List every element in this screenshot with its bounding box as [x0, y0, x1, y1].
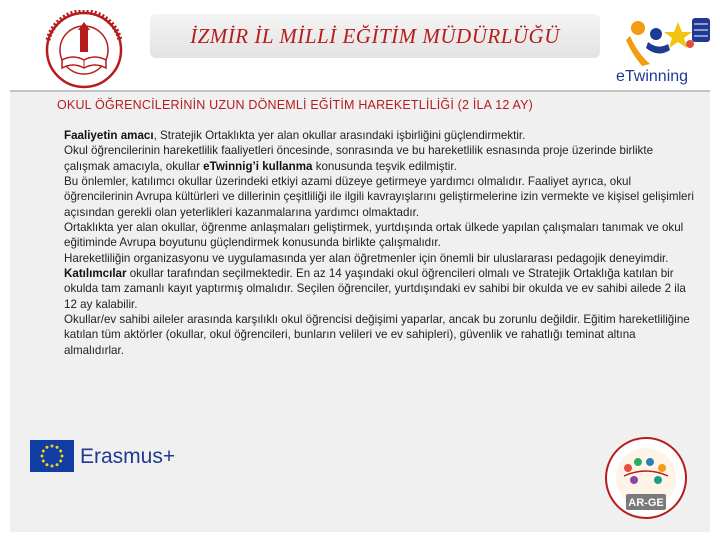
paragraph	[64, 266, 694, 312]
paragraph-text: Okul öğrencilerinin hareketlilik faaliyetleri öncesinde, sonrasında ve bu hareketlilik esnasında proje üzerinde birlikte çalışmak amacıyla, okullar	[64, 144, 654, 173]
bold-phrase: Faaliyetin amacı	[64, 129, 154, 142]
arge-label: AR-GE	[628, 497, 664, 509]
paragraph: Bu önlemler, katılımcı okullar üzerindeki etkiyi azami düzeye getirmeye yardımcı olmalıdır. Faaliyet ayrıca, okul öğrencilerinin Avrupa kültürleri ve dillerinin çeşitliliği ile ilgili kavrayışlarını geliştirmelerine izin vermekte ve kişisel gelişimleri açısından gerekli olan yeterlikleri kazanmalarına yardımcı olmaktadır.	[64, 175, 694, 219]
eu-flag-icon	[30, 440, 74, 472]
paragraph: Ortaklıkta yer alan okullar, öğrenme anlaşmaları geliştirmek, yurtdışında ortak ülkede yapılan çalışmaları tanımak ve okul eğitiminde Avrupa boyutunu güçlendirmek konusunda birlikte çalışmalıdır.	[64, 221, 684, 250]
page-title: İZMİR İL MİLLİ EĞİTİM MÜDÜRLÜĞÜ	[190, 24, 560, 48]
title-banner	[150, 14, 600, 58]
bold-phrase: eTwinnig’i kullanma	[203, 159, 313, 173]
section-subtitle: OKUL ÖĞRENCİLERİNİN UZUN DÖNEMLİ EĞİTİM HAREKETLİLİĞİ (2 İLA 12 AY)	[57, 98, 534, 112]
body-text	[64, 128, 694, 358]
paragraph-text: konusunda teşvik edilmiştir.	[312, 159, 457, 173]
paragraph	[64, 128, 694, 143]
erasmus-logo	[30, 440, 190, 476]
bold-phrase: Katılımcılar	[64, 267, 127, 281]
erasmus-wordmark: Erasmus+	[80, 445, 176, 468]
arge-logo	[598, 436, 694, 526]
etwinning-logo	[612, 14, 712, 88]
paragraph-text: , Stratejik Ortaklıkta yer alan okullar arasındaki işbirliğini güçlendirmektir.	[153, 129, 526, 142]
izmir-mem-seal-logo	[28, 10, 140, 90]
paragraph-text: okullar tarafından seçilmektedir. En az 14 yaşındaki okul öğrencileri olmalı ve Stratejik Ortaklığa katılan bir okulda tam zamanlı kayıt yaptırmış olmalıdır. Seçilen öğrenciler, yurtdışındaki ev sahibi bir okulda ve ev sahibi ailede 2 ila 12 ay kalabilir.	[64, 267, 686, 311]
etwinning-wordmark: eTwinning	[616, 68, 689, 85]
paragraph: Okullar/ev sahibi aileler arasında karşılıklı okul öğrencisi değişimi yaparlar, ancak bu zorunlu değildir. Eğitim hareketliliğine katılan tüm aktörler (okullar, okul öğrencileri, bunların velileri ve ev sahipleri), güvenlik ve rahatlığı teminat altına almalıdırlar.	[64, 313, 690, 357]
etwinning-figures-icon	[612, 14, 712, 70]
paragraph: Hareketliliğin organizasyonu ve uygulamasında yer alan öğretmenler için önemli bir uluslararası pedagojik deneyimdir.	[64, 251, 669, 265]
paragraph	[64, 143, 694, 174]
